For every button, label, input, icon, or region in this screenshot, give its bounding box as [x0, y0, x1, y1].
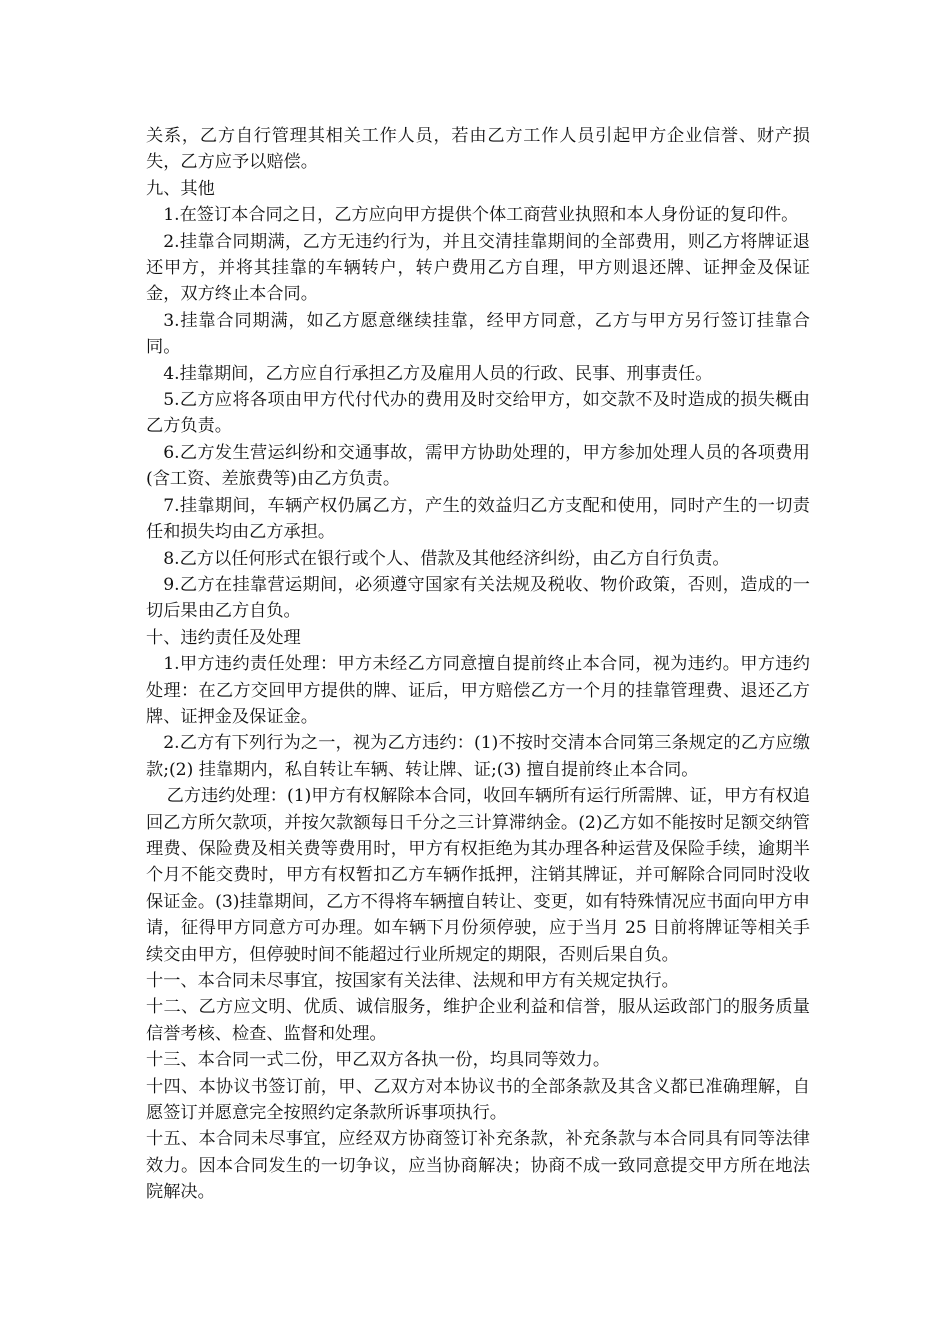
section-heading-10: 十、违约责任及处理 [146, 627, 301, 648]
clause-9-3: 3.挂靠合同期满，如乙方愿意继续挂靠，经甲方同意，乙方与甲方另行签订挂靠合同。 [146, 310, 810, 358]
clause-9-5: 5.乙方应将各项由甲方代付代办的费用及时交给甲方，如交款不及时造成的损失概由乙方负责。 [146, 390, 810, 437]
paragraph: 关系，乙方自行管理其相关工作人员，若由乙方工作人员引起甲方企业信誉、财产损失，乙方应予以赔偿。 [146, 126, 810, 173]
clause-9-2: 2.挂靠合同期满，乙方无违约行为，并且交清挂靠期间的全部费用，则乙方将牌证退还甲方，并将其挂靠的车辆转户，转户费用乙方自理，甲方则退还牌、证押金及保证金，双方终止本合同。 [146, 231, 810, 305]
clause-9-1: 1.在签订本合同之日，乙方应向甲方提供个体工商营业执照和本人身份证的复印件。 [163, 205, 799, 226]
clause-9-8: 8.乙方以任何形式在银行或个人、借款及其他经济纠纷，由乙方自行负责。 [163, 548, 730, 569]
section-11: 十一、本合同未尽事宜，按国家有关法律、法规和甲方有关规定执行。 [146, 971, 679, 991]
section-15: 十五、本合同未尽事宜，应经双方协商签订补充条款，补充条款与本合同具有同等法律效力。因本合同发生的一切争议，应当协商解决；协商不成一致同意提交甲方所在地法院解决。 [146, 1129, 810, 1203]
section-14: 十四、本协议书签订前，甲、乙双方对本协议书的全部条款及其含义都已准确理解，自愿签订并愿意完全按照约定条款所诉事项执行。 [146, 1076, 810, 1124]
section-13: 十三、本合同一式二份，甲乙双方各执一份，均具同等效力。 [146, 1050, 611, 1071]
clause-9-7: 7.挂靠期间，车辆产权仍属乙方，产生的效益归乙方支配和使用，同时产生的一切责任和损失均由乙方承担。 [146, 495, 810, 543]
clause-9-9: 9.乙方在挂靠营运期间，必须遵守国家有关法规及税收、物价政策，否则，造成的一切后果由乙方自负。 [146, 574, 810, 622]
clause-10-2: 2.乙方有下列行为之一，视为乙方违约：(1)不按时交清本合同第三条规定的乙方应缴款;(2) 挂靠期内，私自转让车辆、转让牌、证;(3) 擅自提前终止本合同。 [146, 733, 810, 780]
clause-10-2-handling: 乙方违约处理：(1)甲方有权解除本合同，收回车辆所有运行所需牌、证，甲方有权追回乙方所欠款项，并按欠款额每日千分之三计算滞纳金。(2)乙方如不能按时足额交纳管理费、保险费及相关费等费用时，甲方有权拒绝为其办理各种运营及保险手续，逾期半个月不能交费时，甲方有权暂扣乙方车辆作抵押，注销其牌证，并可解除合同同时没收保证金。(3)挂靠期间，乙方不得将车辆擅自转让、变更，如有特殊情况应书面向甲方申请，征得甲方同意方可办理。如车辆下月份须停驶，应于当月 25 日前将牌证等相关手续交由甲方，但停驶时间不能超过行业所规定的期限，否则后果自负。 [146, 786, 810, 965]
clause-9-4: 4.挂靠期间，乙方应自行承担乙方及雇用人员的行政、民事、刑事责任。 [163, 363, 713, 384]
section-12: 十二、乙方应文明、优质、诚信服务，维护企业利益和信誉，服从运政部门的服务质量信誉考核、检查、监督和处理。 [146, 997, 810, 1044]
clause-10-1: 1.甲方违约责任处理：甲方未经乙方同意擅自提前终止本合同，视为违约。甲方违约处理：在乙方交回甲方提供的牌、证后，甲方赔偿乙方一个月的挂靠管理费、退还乙方牌、证押金及保证金。 [146, 654, 810, 727]
clause-9-6: 6.乙方发生营运纠纷和交通事故，需甲方协助处理的，甲方参加处理人员的各项费用(含工资、差旅费等)由乙方负责。 [146, 442, 810, 490]
contract-page [146, 123, 810, 1206]
section-heading-9: 九、其他 [146, 178, 215, 199]
